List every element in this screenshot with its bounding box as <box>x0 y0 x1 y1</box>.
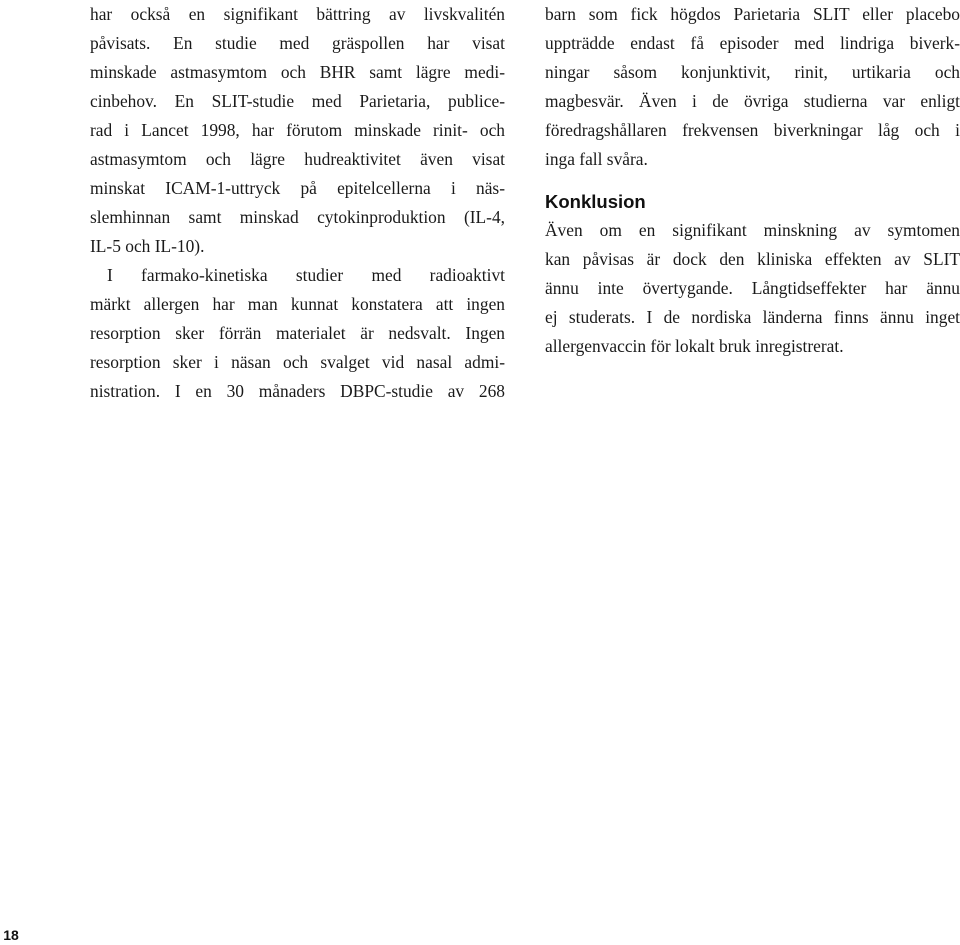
text-line: magbesvär. Även i de övriga studierna var enligt <box>545 91 960 111</box>
paragraph-side-effects <box>545 0 960 174</box>
text-line: ej studerats. I de nordiska länderna finns ännu inget <box>545 307 960 327</box>
text-line: har också en signifikant bättring av livskvalitén <box>90 4 505 24</box>
text-line: föredragshållaren frekvensen biverkningar låg och i <box>545 120 960 140</box>
text-line: rad i Lancet 1998, har förutom minskade rinit- och <box>90 120 505 140</box>
text-line: kan påvisas är dock den kliniska effekten av SLIT <box>545 249 960 269</box>
text-line: astmasymtom och lägre hudreaktivitet även visat <box>90 149 505 169</box>
paragraph-conclusion <box>545 216 960 361</box>
text-line: cinbehov. En SLIT-studie med Parietaria, publice- <box>90 91 505 111</box>
text-line: nistration. I en 30 månaders DBPC-studie av 268 <box>90 381 505 401</box>
page-number: 18 <box>3 927 19 943</box>
text-line: slemhinnan samt minskad cytokinproduktion (IL-4, <box>90 207 505 227</box>
text-line: påvisats. En studie med gräspollen har visat <box>90 33 505 53</box>
text-line: minskade astmasymtom och BHR samt lägre medi- <box>90 62 505 82</box>
text-line: I farmako-kinetiska studier med radioaktivt <box>107 265 505 285</box>
text-line: barn som fick högdos Parietaria SLIT eller placebo <box>545 4 960 24</box>
left-column <box>90 0 505 406</box>
text-line: Även om en signifikant minskning av symtomen <box>545 220 960 240</box>
text-line: ännu inte övertygande. Långtidseffekter har ännu <box>545 278 960 298</box>
conclusion-block <box>545 216 960 361</box>
section-heading-konklusion: Konklusion <box>545 191 646 212</box>
text-line: IL-5 och IL-10). <box>90 236 205 256</box>
text-line: ningar såsom konjunktivit, rinit, urtikaria och <box>545 62 960 82</box>
text-line: resorption sker i näsan och svalget vid nasal admi- <box>90 352 505 372</box>
right-column <box>545 0 960 174</box>
text-line: minskat ICAM-1-uttryck på epitelcellerna i näs- <box>90 178 505 198</box>
text-line: allergenvaccin för lokalt bruk inregistrerat. <box>545 336 844 356</box>
text-line: uppträdde endast få episoder med lindriga biverk- <box>545 33 960 53</box>
paragraph-pharmacokinetics <box>90 261 505 406</box>
text-line: inga fall svåra. <box>545 149 648 169</box>
text-line: märkt allergen har man kunnat konstatera att ingen <box>90 294 505 314</box>
text-line: resorption sker förrän materialet är nedsvalt. Ingen <box>90 323 505 343</box>
paragraph-slit-studies <box>90 0 505 261</box>
